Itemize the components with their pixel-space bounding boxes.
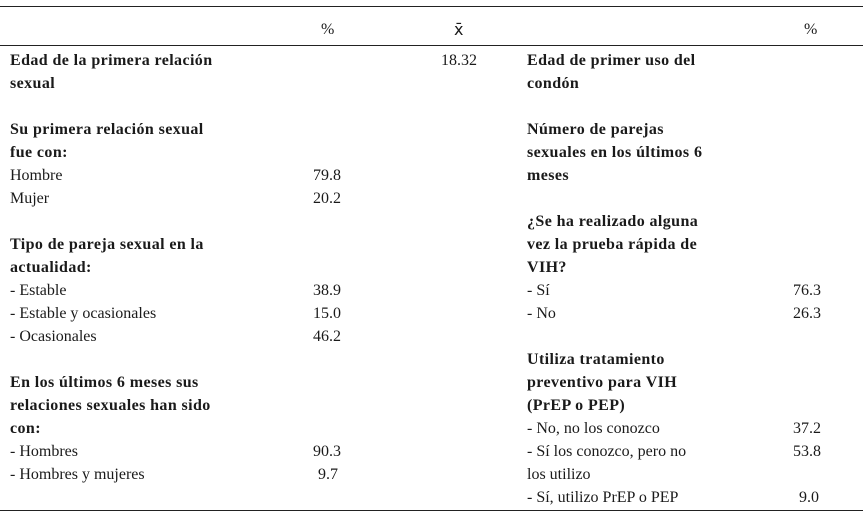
right-q4-row-label-cont: los utilizo bbox=[527, 466, 591, 483]
right-q2-line3: meses bbox=[527, 167, 569, 184]
left-q4-row-label: - Hombres bbox=[10, 443, 78, 460]
top-rule bbox=[0, 6, 863, 7]
right-q4-line1: Utiliza tratamiento bbox=[527, 351, 665, 368]
right-q2-line2: sexuales en los últimos 6 bbox=[527, 144, 703, 161]
left-q4-row-pct: 9.7 bbox=[318, 466, 338, 483]
left-q3-row-label: - Estable y ocasionales bbox=[10, 305, 157, 322]
right-q2-line1: Número de parejas bbox=[527, 121, 664, 138]
left-q2-row-pct: 20.2 bbox=[313, 190, 341, 207]
bottom-rule bbox=[0, 510, 863, 511]
right-q4-row-label: - No, no los conozco bbox=[527, 420, 660, 437]
left-q2-row-pct: 79.8 bbox=[313, 167, 341, 184]
right-q3-row-pct: 76.3 bbox=[793, 282, 821, 299]
left-q3-row-label: - Ocasionales bbox=[10, 328, 97, 345]
left-q3-row-label: - Estable bbox=[10, 282, 67, 299]
left-q2-line2: fue con: bbox=[10, 144, 68, 161]
left-q3-row-pct: 46.2 bbox=[313, 328, 341, 345]
right-q4-line3: (PrEP o PEP) bbox=[527, 397, 626, 414]
left-q4-line1: En los últimos 6 meses sus bbox=[10, 374, 199, 391]
header-mean: x̄ bbox=[454, 20, 464, 39]
header-rule bbox=[0, 45, 863, 46]
left-q3-row-pct: 15.0 bbox=[313, 305, 341, 322]
left-q4-line2: relaciones sexuales han sido bbox=[10, 397, 211, 414]
right-q1-line2: condón bbox=[527, 75, 580, 92]
right-q4-row-label: - Sí los conozco, pero no bbox=[527, 443, 687, 460]
left-q1-line1: Edad de la primera relación bbox=[10, 52, 213, 69]
right-q3-line3: VIH? bbox=[527, 259, 567, 276]
right-q4-row-label: - Sí, utilizo PrEP o PEP bbox=[527, 489, 679, 506]
header-pct-right: % bbox=[804, 21, 818, 38]
right-q3-row-label: - Sí bbox=[527, 282, 550, 299]
left-q3-line1: Tipo de pareja sexual en la bbox=[10, 236, 204, 253]
left-q1-mean: 18.32 bbox=[441, 52, 477, 69]
left-q2-row-label: Hombre bbox=[10, 167, 63, 184]
header-pct-left: % bbox=[321, 21, 335, 38]
right-q4-row-pct: 37.2 bbox=[793, 420, 821, 437]
right-q3-row-pct: 26.3 bbox=[793, 305, 821, 322]
left-q3-row-pct: 38.9 bbox=[313, 282, 341, 299]
right-q4-row-pct: 53.8 bbox=[793, 443, 821, 460]
right-q3-line1: ¿Se ha realizado alguna bbox=[527, 213, 699, 230]
right-q4-line2: preventivo para VIH bbox=[527, 374, 678, 391]
left-q3-line2: actualidad: bbox=[10, 259, 92, 276]
left-q2-row-label: Mujer bbox=[10, 190, 50, 207]
right-q3-row-label: - No bbox=[527, 305, 556, 322]
left-q4-row-pct: 90.3 bbox=[313, 443, 341, 460]
right-q1-line1: Edad de primer uso del bbox=[527, 52, 696, 69]
left-q4-line3: con: bbox=[10, 420, 41, 437]
left-q1-line2: sexual bbox=[10, 75, 56, 92]
right-q4-row-pct: 9.0 bbox=[799, 489, 819, 506]
right-q3-line2: vez la prueba rápida de bbox=[527, 236, 698, 253]
left-q2-line1: Su primera relación sexual bbox=[10, 121, 204, 138]
left-q4-row-label: - Hombres y mujeres bbox=[10, 466, 145, 483]
